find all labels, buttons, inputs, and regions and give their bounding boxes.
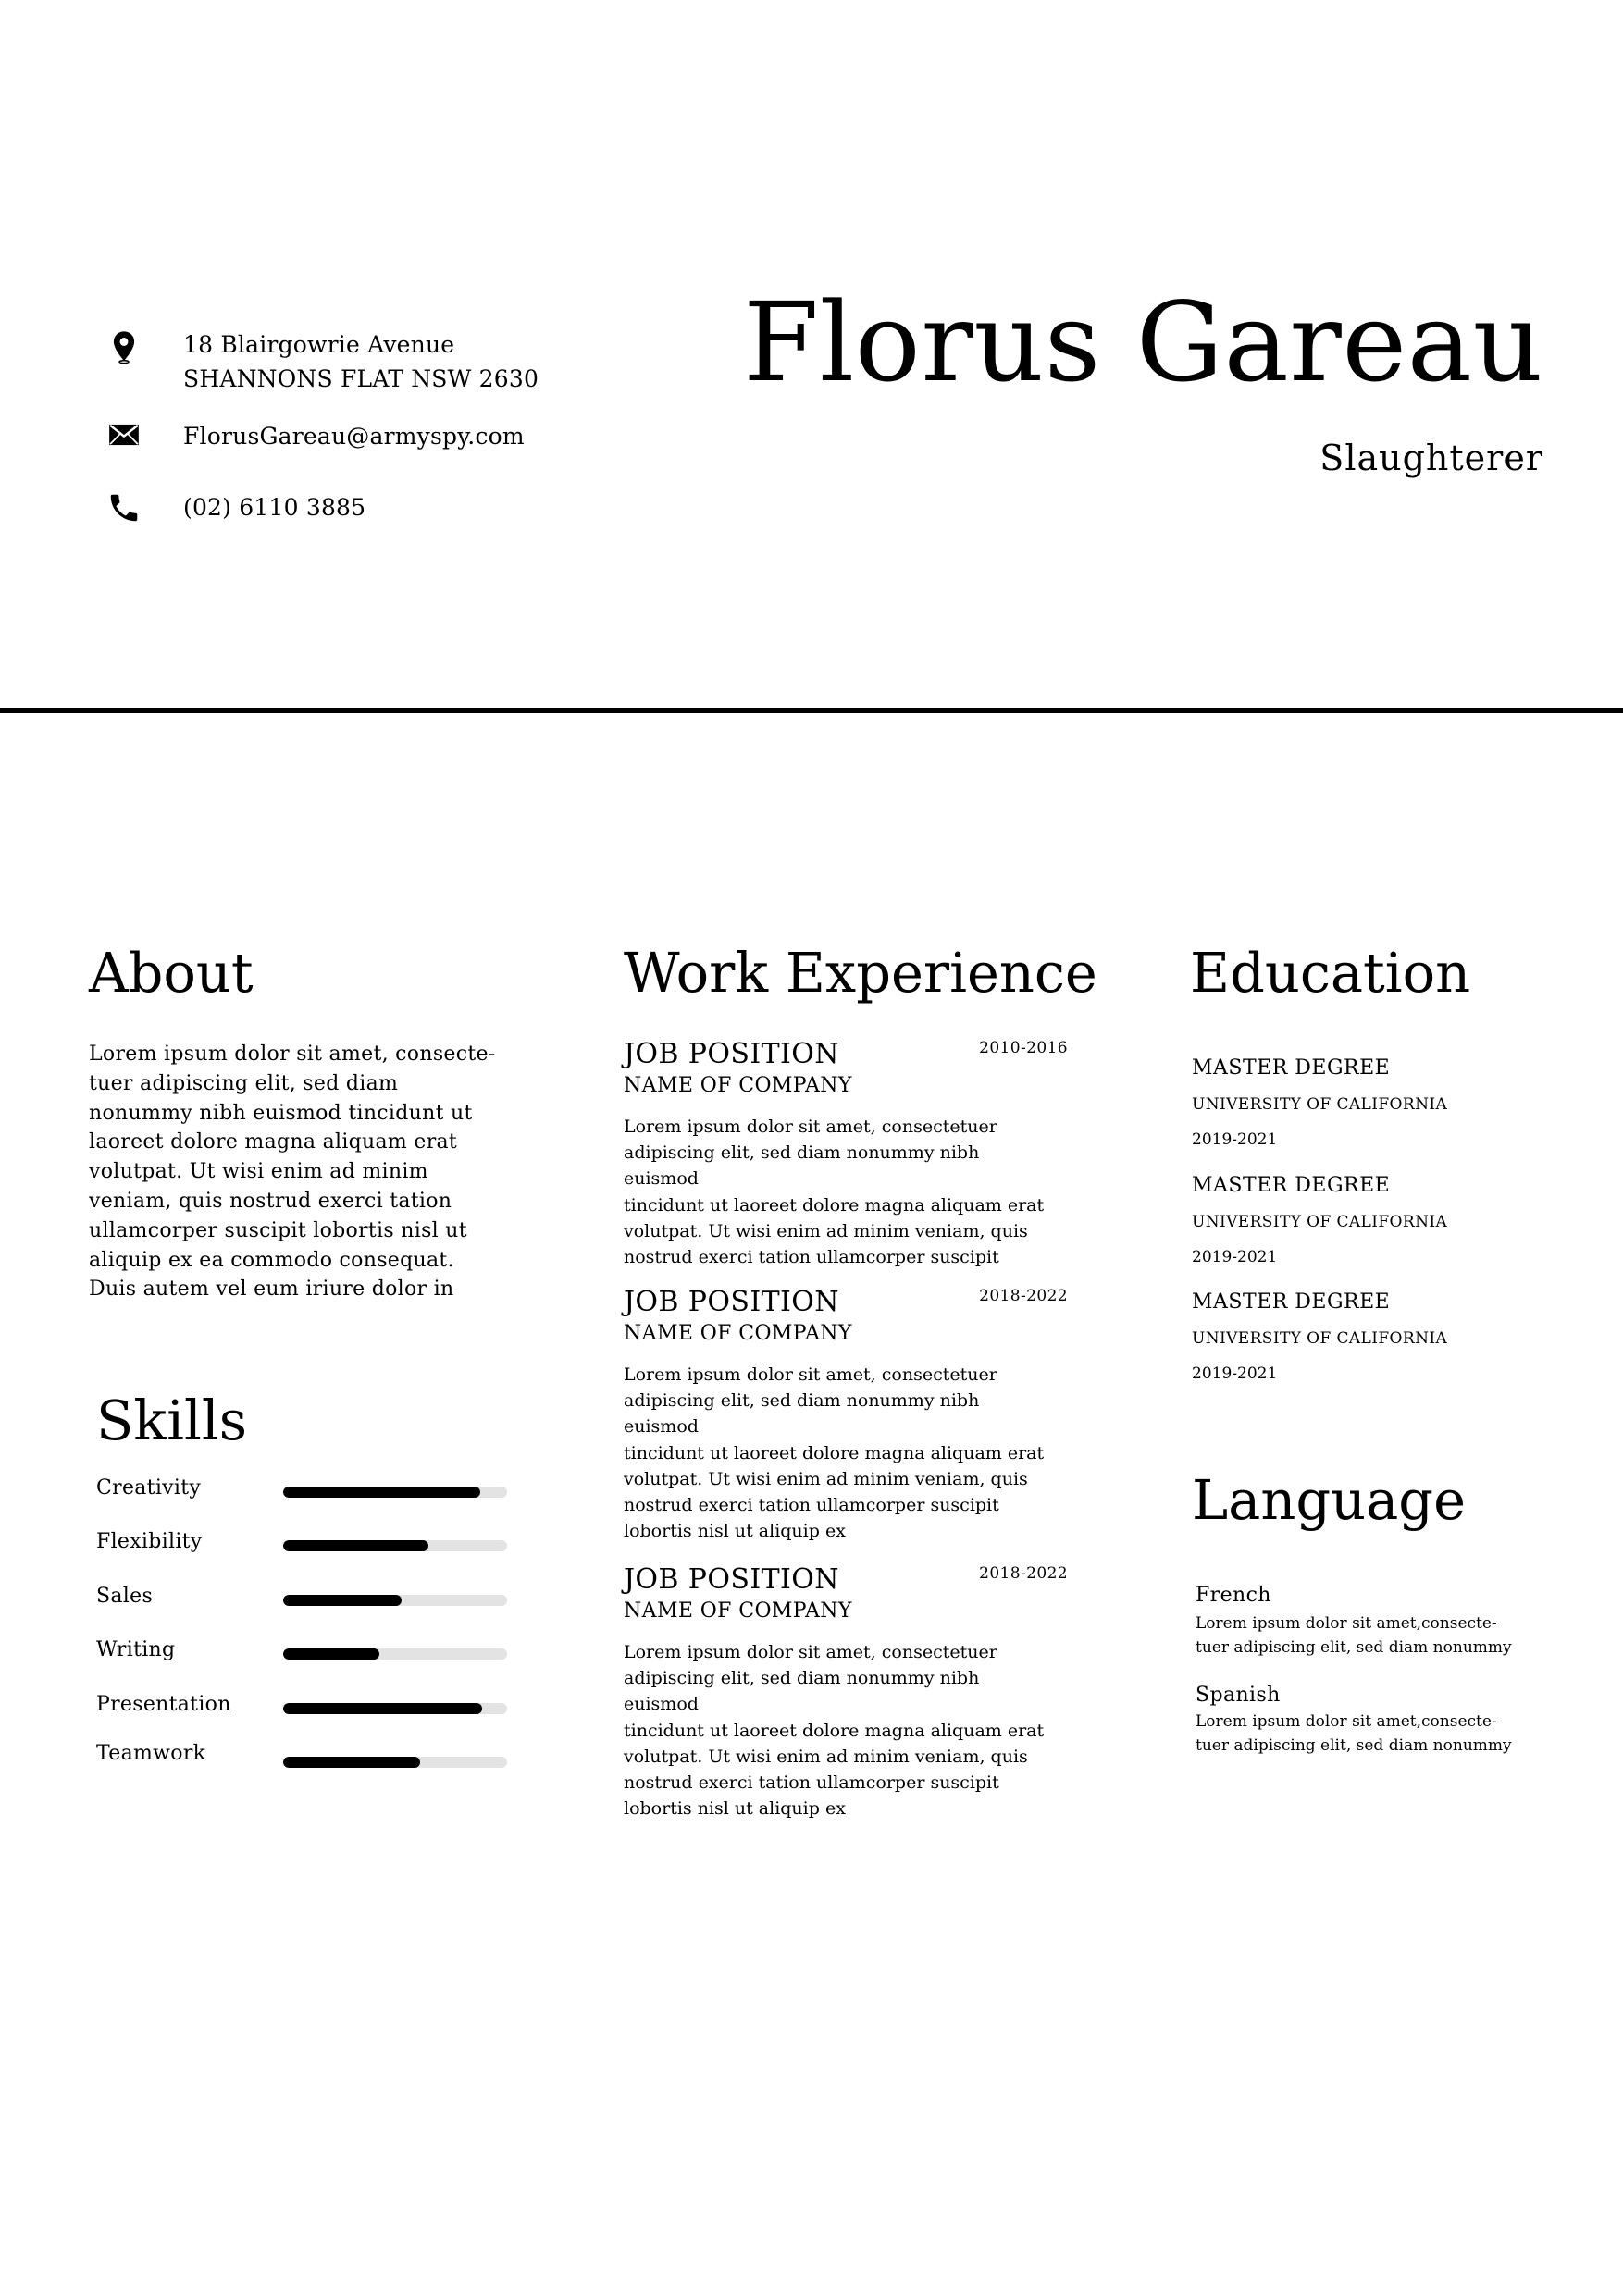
job-position: JOB POSITION [624, 1563, 839, 1596]
skill-bar-fill [283, 1648, 379, 1660]
about-line: Duis autem vel eum iriure dolor in [89, 1278, 454, 1302]
language-heading: Language [1192, 1468, 1466, 1532]
envelope-icon [106, 417, 142, 452]
work-heading: Work Experience [624, 941, 1097, 1005]
education-years: 2019-2021 [1192, 1130, 1278, 1149]
skill-label: Presentation [96, 1693, 231, 1716]
skill-bar-track [283, 1757, 507, 1768]
education-years: 2019-2021 [1192, 1364, 1278, 1383]
job-description [624, 1114, 1059, 1270]
phone-icon [106, 490, 142, 525]
job-description-line: volutpat. Ut wisi enim ad minim veniam, quis [624, 1220, 1028, 1241]
language-name: Spanish [1196, 1684, 1281, 1707]
job-description-line: adipiscing elit, sed diam nonummy nibh euismod [624, 1390, 980, 1438]
skill-label: Teamwork [96, 1742, 206, 1765]
skill-bar-track [283, 1595, 507, 1606]
education-school: UNIVERSITY OF CALIFORNIA [1192, 1095, 1448, 1114]
about-line: laoreet dolore magna aliquam erat [89, 1130, 458, 1154]
job-dates: 2018-2022 [979, 1564, 1068, 1583]
about-line: volutpat. Ut wisi enim ad minim [89, 1160, 428, 1184]
skill-bar-fill [283, 1703, 482, 1714]
language-description-line: tuer adipiscing elit, sed diam nonummy [1196, 1736, 1512, 1755]
education-school: UNIVERSITY OF CALIFORNIA [1192, 1329, 1448, 1348]
header-divider [0, 708, 1623, 713]
job-description-line: nostrud exerci tation ullamcorper suscipit [624, 1772, 999, 1794]
job-description-line: Lorem ipsum dolor sit amet, consectetuer [624, 1642, 997, 1662]
job-description-line: lobortis nisl ut aliquip ex [624, 1798, 846, 1820]
job-description-line: tincidunt ut laoreet dolore magna aliquam erat [624, 1720, 1045, 1741]
job-description-line: nostrud exerci tation ullamcorper suscipit [624, 1247, 999, 1268]
job-title: Slaughterer [1319, 438, 1543, 478]
skill-label: Sales [96, 1585, 154, 1608]
job-description-line: Lorem ipsum dolor sit amet, consectetuer [624, 1117, 997, 1137]
job-description-line: tincidunt ut laoreet dolore magna aliquam erat [624, 1194, 1045, 1216]
language-description-line: Lorem ipsum dolor sit amet,consecte- [1196, 1712, 1497, 1731]
about-line: nonummy nibh euismod tincidunt ut [89, 1101, 473, 1125]
language-description [1196, 1710, 1529, 1758]
language-description-line: Lorem ipsum dolor sit amet,consecte- [1196, 1614, 1497, 1633]
education-years: 2019-2021 [1192, 1248, 1278, 1266]
phone-number: (02) 6110 3885 [183, 494, 366, 521]
education-degree: MASTER DEGREE [1192, 1056, 1391, 1080]
job-position: JOB POSITION [624, 1038, 839, 1070]
job-description-line: nostrud exerci tation ullamcorper suscipit [624, 1495, 999, 1516]
skill-bar-track [283, 1648, 507, 1660]
email-link[interactable]: FlorusGareau@armyspy.com [183, 423, 525, 450]
skill-label: Flexibility [96, 1530, 203, 1553]
skill-bar-fill [283, 1540, 428, 1551]
job-description-line: tincidunt ut laoreet dolore magna aliquam erat [624, 1442, 1045, 1463]
skill-bar-track [283, 1540, 507, 1551]
about-line: ullamcorper suscipit lobortis nisl ut [89, 1218, 467, 1242]
skill-bar-track [283, 1703, 507, 1714]
skill-bar-fill [283, 1487, 480, 1498]
address-line-2: SHANNONS FLAT NSW 2630 [183, 365, 539, 392]
job-company: NAME OF COMPANY [624, 1074, 852, 1097]
education-degree: MASTER DEGREE [1192, 1174, 1391, 1197]
job-description-line: Lorem ipsum dolor sit amet, consectetuer [624, 1364, 997, 1385]
about-line: veniam, quis nostrud exerci tation [89, 1189, 452, 1213]
skill-bar-fill [283, 1595, 402, 1606]
skill-bar-fill [283, 1757, 420, 1768]
skill-bar-track [283, 1487, 507, 1498]
education-heading: Education [1190, 941, 1471, 1005]
language-name: French [1196, 1584, 1271, 1607]
job-position: JOB POSITION [624, 1286, 839, 1318]
job-company: NAME OF COMPANY [624, 1322, 852, 1345]
location-pin-icon [106, 329, 142, 364]
about-line: tuer adipiscing elit, sed diam [89, 1071, 399, 1095]
about-line: aliquip ex ea commodo consequat. [89, 1248, 454, 1272]
skills-heading: Skills [96, 1389, 248, 1452]
job-description-line: lobortis nisl ut aliquip ex [624, 1521, 846, 1542]
job-dates: 2010-2016 [979, 1039, 1068, 1057]
about-text [89, 1040, 496, 1304]
skill-label: Creativity [96, 1476, 202, 1500]
job-dates: 2018-2022 [979, 1287, 1068, 1305]
address-line-1: 18 Blairgowrie Avenue [183, 331, 455, 358]
job-description-line: adipiscing elit, sed diam nonummy nibh euismod [624, 1668, 980, 1715]
job-company: NAME OF COMPANY [624, 1599, 852, 1623]
job-description [624, 1362, 1059, 1544]
person-name: Florus Gareau [743, 278, 1543, 406]
job-description-line: volutpat. Ut wisi enim ad minim veniam, quis [624, 1468, 1028, 1489]
job-description-line: volutpat. Ut wisi enim ad minim veniam, quis [624, 1746, 1028, 1767]
skill-label: Writing [96, 1638, 176, 1661]
education-school: UNIVERSITY OF CALIFORNIA [1192, 1213, 1448, 1231]
language-description [1196, 1611, 1529, 1660]
about-heading: About [89, 941, 254, 1005]
language-description-line: tuer adipiscing elit, sed diam nonummy [1196, 1638, 1512, 1657]
job-description-line: adipiscing elit, sed diam nonummy nibh euismod [624, 1142, 980, 1190]
education-degree: MASTER DEGREE [1192, 1290, 1391, 1314]
about-line: Lorem ipsum dolor sit amet, consecte- [89, 1043, 496, 1066]
job-description [624, 1639, 1059, 1821]
